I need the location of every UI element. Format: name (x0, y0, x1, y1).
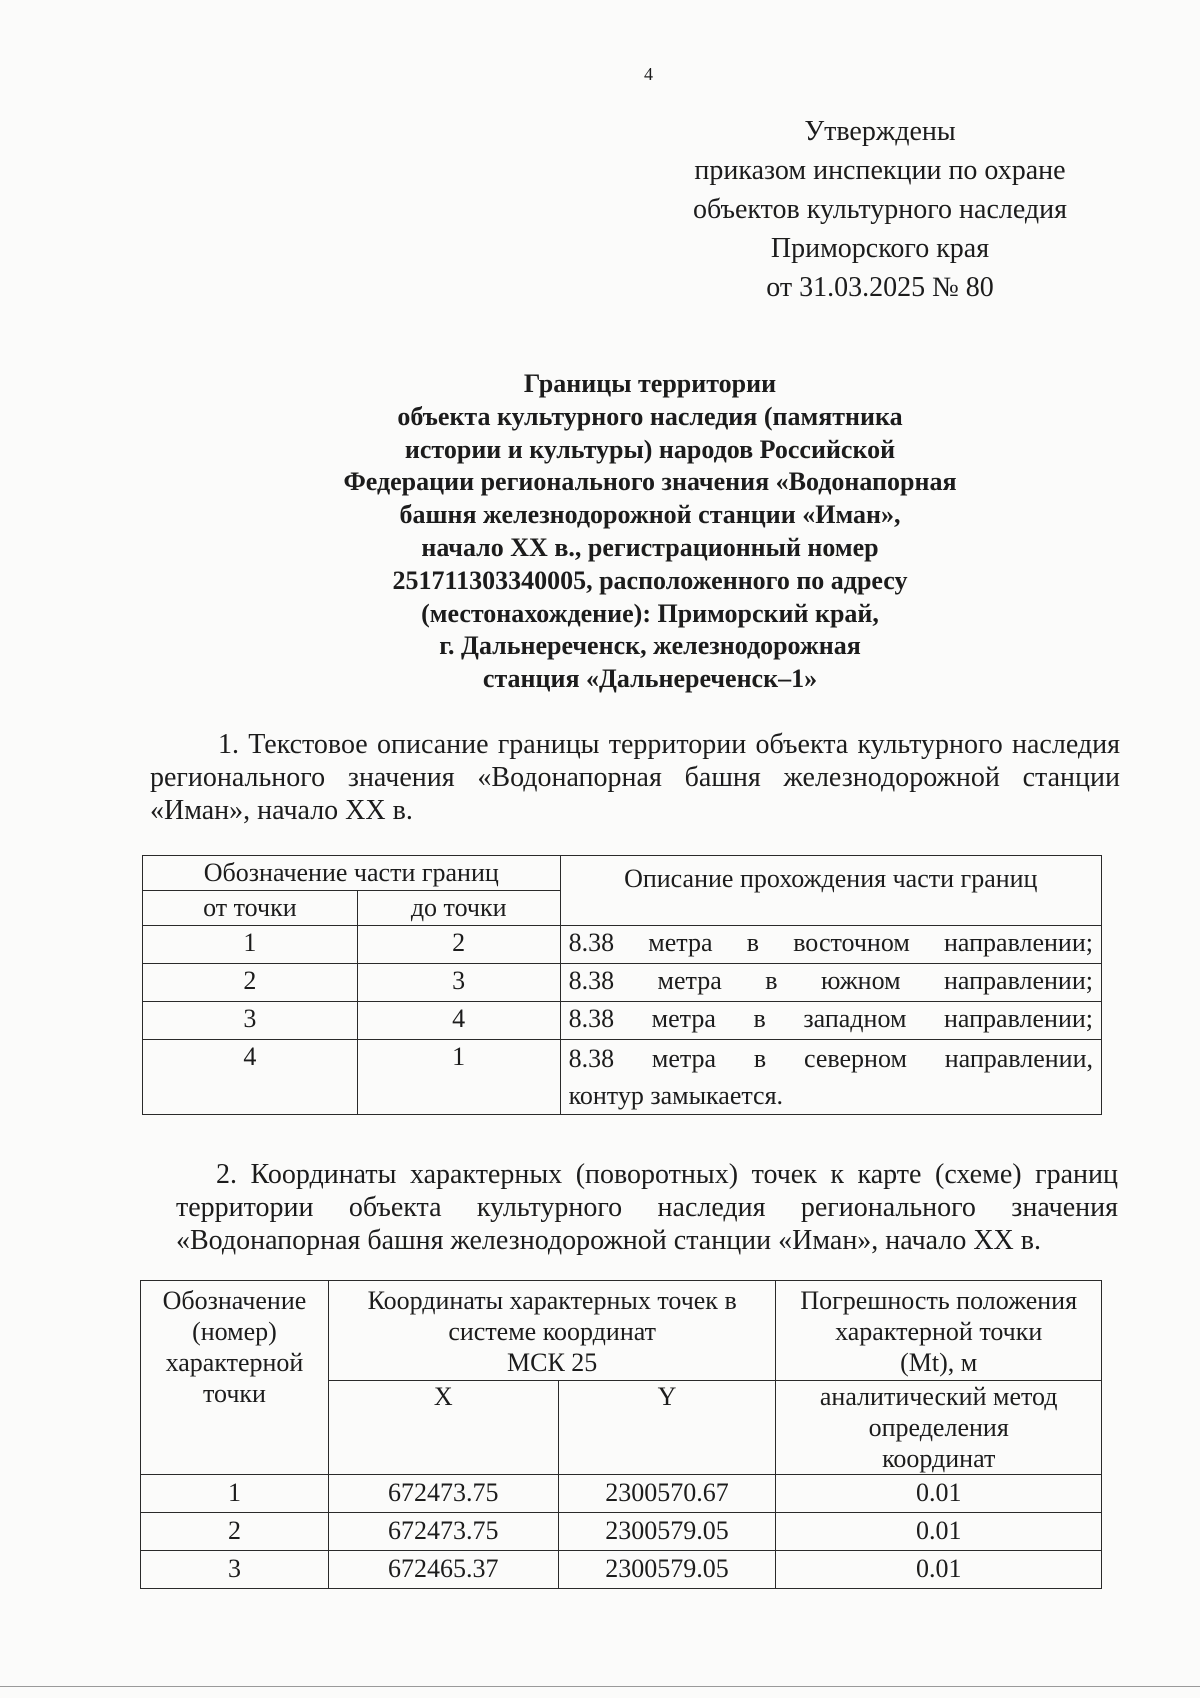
table-row (143, 964, 1102, 1002)
to-point-cell: 4 (357, 1002, 560, 1040)
header-line: системе координат (448, 1317, 656, 1346)
title-line: Границы территории (523, 369, 777, 398)
title-line: (местонахождение): Приморский край, (421, 598, 879, 628)
header-line: аналитический метод (819, 1382, 1058, 1411)
document-title (250, 368, 1050, 696)
approval-line: приказом инспекции по охране (694, 155, 1066, 186)
from-point-cell: 4 (143, 1040, 358, 1115)
title-line: истории и культуры) народов Российской (404, 434, 896, 464)
description-cell: 8.38 метра в южном направлении; (560, 964, 1101, 1002)
point-number-cell: 3 (141, 1551, 329, 1589)
to-point-cell: 3 (357, 964, 560, 1002)
table-row (143, 1040, 1102, 1115)
header-to-point: до точки (357, 891, 560, 926)
title-line: Федерации регионального значения «Водонапорная (343, 467, 957, 497)
error-cell: 0.01 (776, 1513, 1102, 1551)
header-line: характерной (165, 1348, 304, 1377)
header-line: точки (202, 1379, 266, 1408)
boundary-description-table (142, 855, 1102, 1115)
header-boundary-description: Описание прохождения части границ (560, 856, 1101, 926)
table-row (141, 1475, 1102, 1513)
scan-edge-divider (0, 1686, 1200, 1687)
title-line: 251711303340005, расположенного по адресу (392, 565, 908, 595)
coordinates-table (140, 1280, 1102, 1589)
header-coordinates (328, 1281, 775, 1381)
header-line: МСК 25 (507, 1348, 598, 1377)
point-number-cell: 1 (141, 1475, 329, 1513)
header-line: характерной точки (835, 1317, 1043, 1346)
description-line: контур замыкается. (568, 1081, 784, 1110)
approval-line: от 31.03.2025 № 80 (766, 272, 994, 303)
section-1-text: 1. Текстовое описание границы территории объекта культурного наследия регионального значения «Водонапорная башня железнодорожной станции «Иман», начало XX в. (150, 729, 1120, 826)
from-point-cell: 3 (143, 1002, 358, 1040)
header-line: Координаты характерных точек в (367, 1286, 737, 1315)
header-position-error (776, 1281, 1102, 1381)
point-number-cell: 2 (141, 1513, 329, 1551)
description-cell (560, 1040, 1101, 1115)
title-line: объекта культурного наследия (памятника (397, 401, 903, 431)
header-line: (номер) (192, 1317, 277, 1346)
approval-line: Утверждены (804, 116, 956, 147)
from-point-cell: 2 (143, 964, 358, 1002)
y-coordinate-cell: 2300579.05 (558, 1513, 776, 1551)
approval-block (660, 112, 1100, 307)
description-line: 8.38 метра в северном направлении, (568, 1044, 1093, 1073)
description-cell: 8.38 метра в восточном направлении; (560, 926, 1101, 964)
header-y: Y (558, 1381, 776, 1475)
title-line: станция «Дальнереченск–1» (482, 664, 818, 694)
to-point-cell: 2 (357, 926, 560, 964)
header-line: (Mt), м (900, 1348, 978, 1377)
description-cell: 8.38 метра в западном направлении; (560, 1002, 1101, 1040)
table-row (143, 1002, 1102, 1040)
page-number: 4 (644, 64, 653, 84)
header-line: координат (882, 1444, 996, 1473)
error-cell: 0.01 (776, 1551, 1102, 1589)
table-row (141, 1513, 1102, 1551)
title-line: башня железнодорожной станции «Иман», (399, 500, 901, 530)
section-2-text: 2. Координаты характерных (поворотных) точек к карте (схеме) границ территории объекта культурного наследия регионального значения «Водонапорная башня железнодорожной станции «Иман», начало XX в. (176, 1159, 1118, 1256)
table-row (143, 926, 1102, 964)
table-row (141, 1551, 1102, 1589)
header-point-number (141, 1281, 329, 1475)
header-line: Погрешность положения (800, 1286, 1078, 1315)
header-x: X (328, 1381, 558, 1475)
error-cell: 0.01 (776, 1475, 1102, 1513)
title-line: начало XX в., регистрационный номер (421, 532, 879, 562)
header-from-point: от точки (143, 891, 358, 926)
y-coordinate-cell: 2300570.67 (558, 1475, 776, 1513)
title-line: г. Дальнереченск, железнодорожная (439, 631, 861, 661)
y-coordinate-cell: 2300579.05 (558, 1551, 776, 1589)
approval-line: Приморского края (770, 233, 990, 264)
from-point-cell: 1 (143, 926, 358, 964)
approval-line: объектов культурного наследия (692, 194, 1068, 225)
header-boundary-parts: Обозначение части границ (143, 856, 561, 891)
x-coordinate-cell: 672473.75 (328, 1475, 558, 1513)
x-coordinate-cell: 672473.75 (328, 1513, 558, 1551)
to-point-cell: 1 (357, 1040, 560, 1115)
header-line: Обозначение (162, 1286, 307, 1315)
x-coordinate-cell: 672465.37 (328, 1551, 558, 1589)
header-method (776, 1381, 1102, 1475)
header-line: определения (868, 1413, 1009, 1442)
